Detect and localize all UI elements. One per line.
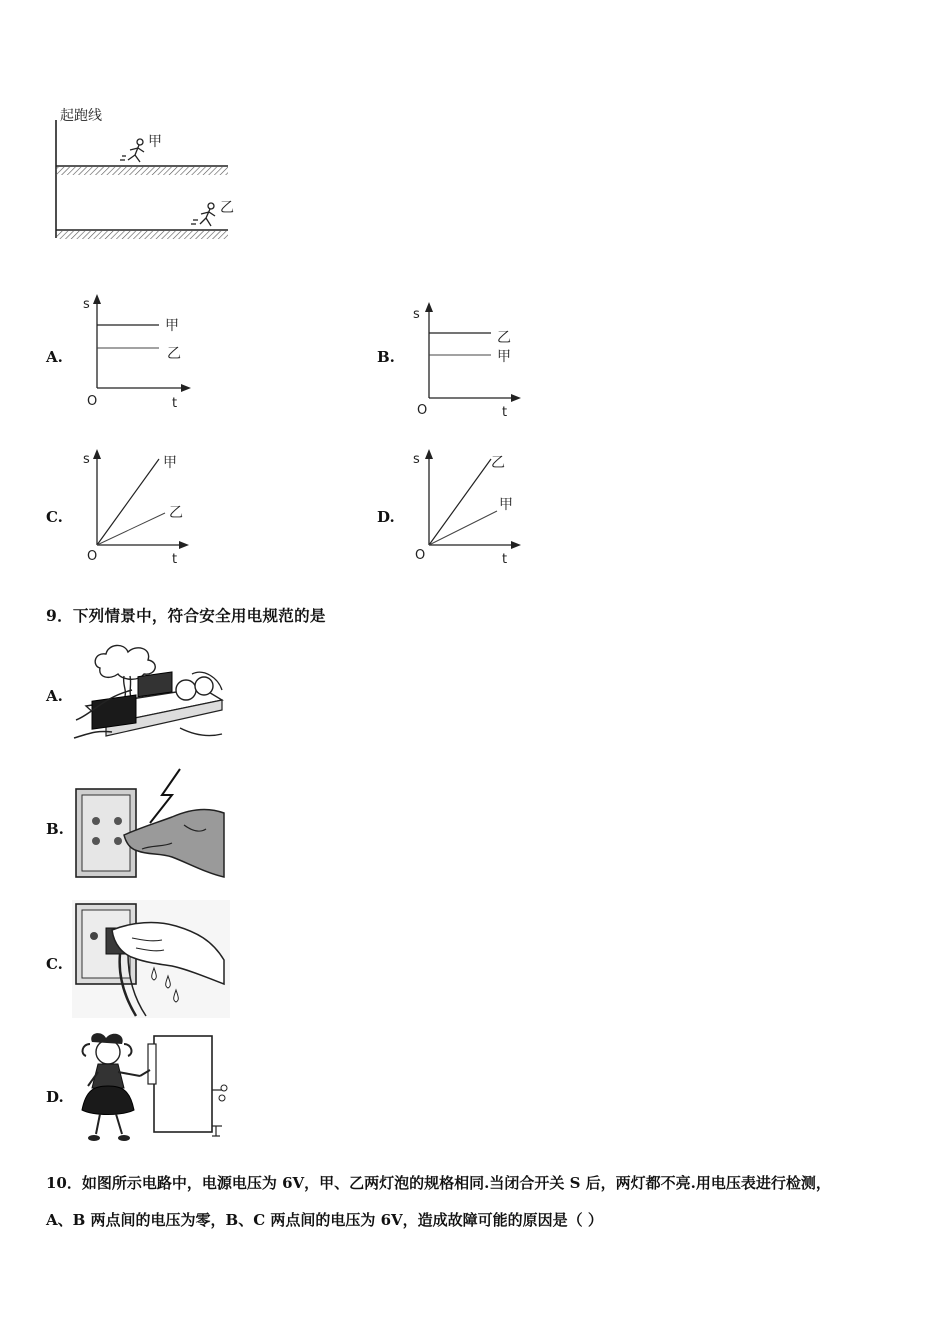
origin-label: O: [417, 403, 428, 418]
q10-question-line-2: A、B 两点间的电压为零，B、C 两点间的电压为 6V，造成故障可能的原因是（ ）: [46, 1211, 603, 1229]
shallow-line-label: 乙: [169, 505, 183, 521]
shallow-line-label: 甲: [499, 497, 513, 513]
runner-a-label: 甲: [148, 134, 162, 150]
q8-graph-d[interactable]: [405, 445, 535, 570]
q9-image-d-girl-and-appliance[interactable]: [72, 1030, 232, 1152]
q8-graph-b[interactable]: [405, 298, 535, 423]
x-axis-label: t: [172, 552, 178, 567]
q9-option-d-label[interactable]: D.: [46, 1088, 64, 1106]
runner-b-figure: [191, 203, 215, 226]
x-axis-label: t: [172, 396, 178, 411]
q9-option-c-label[interactable]: C.: [46, 955, 63, 973]
y-axis-label: s: [413, 307, 420, 322]
origin-label: O: [415, 548, 426, 563]
q8-option-a-label[interactable]: A.: [46, 348, 63, 366]
lower-line-label: 甲: [497, 349, 511, 365]
q8-option-d-label[interactable]: D.: [377, 508, 395, 526]
runner-a-figure: [120, 139, 144, 162]
origin-label: O: [87, 549, 98, 564]
y-axis-label: s: [83, 452, 90, 467]
x-axis-label: t: [502, 552, 508, 567]
q10-question-line-1: 10．如图所示电路中，电源电压为 6V，甲、乙两灯泡的规格相同.当闭合开关 S 后，两灯都不亮.用电压表进行检测，: [46, 1174, 831, 1192]
q9-image-c-wet-hand-plug[interactable]: [72, 900, 230, 1018]
q9-option-b-label[interactable]: B.: [46, 820, 64, 838]
steep-line-label: 甲: [163, 455, 177, 471]
runner-b-label: 乙: [220, 200, 234, 216]
q9-image-a-overloaded-power-strip[interactable]: [72, 638, 232, 748]
steep-line-label: 乙: [491, 455, 505, 471]
q8-graph-a[interactable]: [75, 290, 205, 415]
q8-graph-c[interactable]: [75, 445, 205, 570]
q8-option-c-label[interactable]: C.: [46, 508, 63, 526]
q8-option-b-label[interactable]: B.: [377, 348, 395, 366]
race-track-figure: [40, 100, 250, 250]
q9-option-a-label[interactable]: A.: [46, 687, 63, 705]
x-axis-label: t: [502, 405, 508, 420]
origin-label: O: [87, 394, 98, 409]
start-line-label: 起跑线: [60, 108, 102, 124]
upper-line-label: 乙: [497, 330, 511, 346]
y-axis-label: s: [413, 452, 420, 467]
q9-image-b-finger-in-socket[interactable]: [72, 765, 232, 883]
upper-line-label: 甲: [165, 318, 179, 334]
lower-line-label: 乙: [167, 346, 181, 362]
y-axis-label: s: [83, 297, 90, 312]
q9-question-text: 9．下列情景中，符合安全用电规范的是: [46, 606, 326, 625]
